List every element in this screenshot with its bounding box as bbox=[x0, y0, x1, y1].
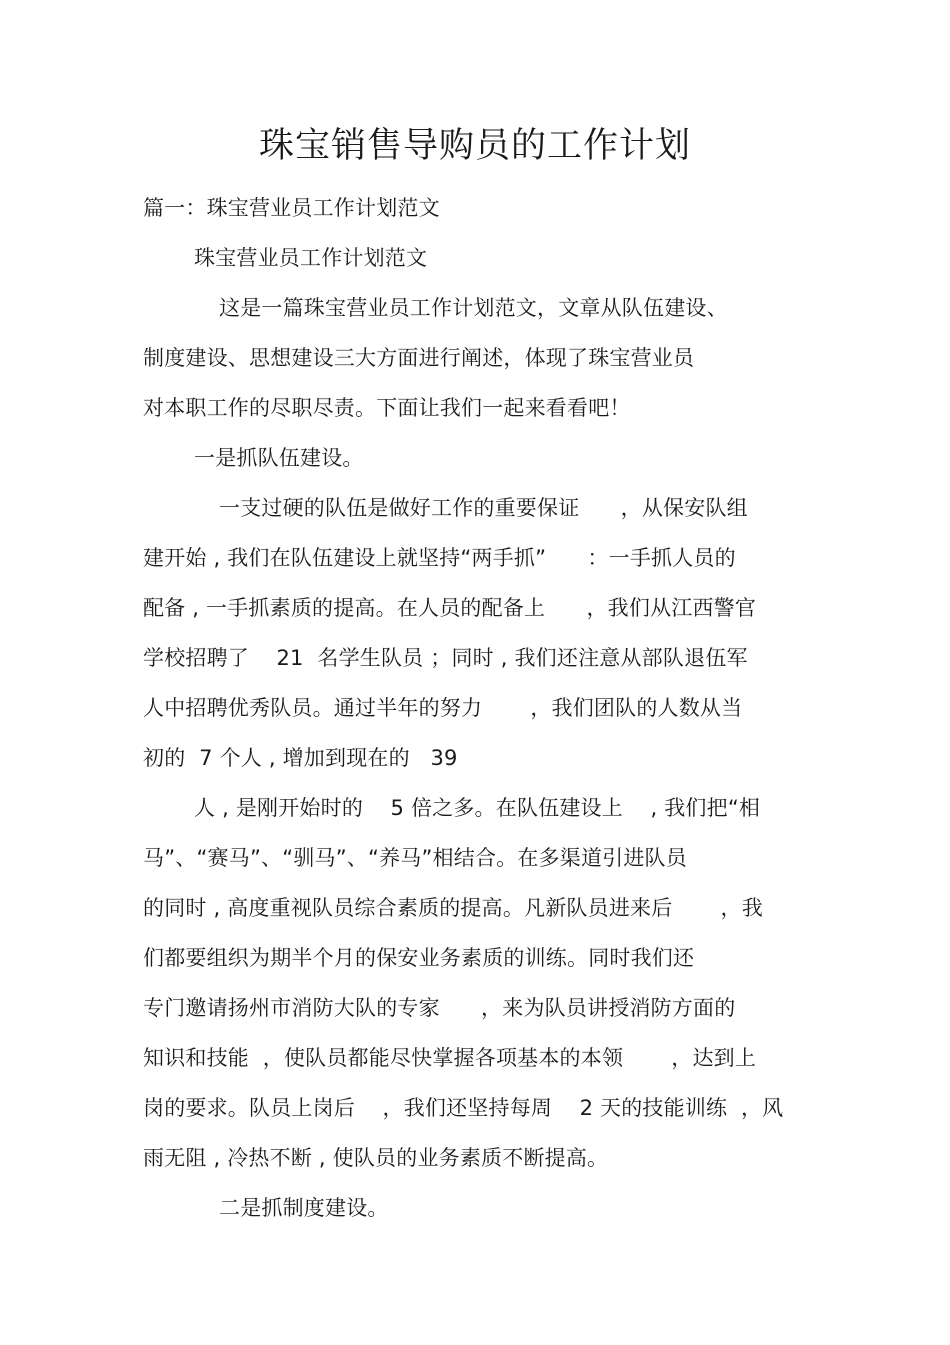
section-heading: 篇一：珠宝营业员工作计划范文 bbox=[143, 196, 440, 220]
paragraph-line: 专门邀请扬州市消防大队的专家 ，来为队员讲授消防方面的 bbox=[143, 996, 736, 1020]
paragraph-line: 的同时 , 高度重视队员综合素质的提高。凡新队员进来后 ，我 bbox=[143, 896, 763, 920]
document-title: 珠宝销售导购员的工作计划 bbox=[258, 126, 691, 166]
paragraph-line: 一是抓队伍建设。 bbox=[194, 446, 364, 470]
paragraph-line: 建开始 , 我们在队伍建设上就坚持“两手抓” ：一手抓人员的 bbox=[143, 546, 736, 570]
paragraph-line: 初的 7 个人 , 增加到现在的 39 bbox=[143, 746, 458, 770]
paragraph-line: 岗的要求。队员上岗后 ，我们还坚持每周 2 天的技能训练 ，风 bbox=[143, 1096, 784, 1120]
paragraph-line: 配备 , 一手抓素质的提高。在人员的配备上 ，我们从江西警官 bbox=[143, 596, 757, 620]
paragraph-line: 对本职工作的尽职尽责。下面让我们一起来看看吧！ bbox=[143, 396, 631, 420]
section-heading-2: 二是抓制度建设。 bbox=[219, 1196, 389, 1220]
paragraph-line: 知识和技能 ，使队员都能尽快掌握各项基本的本领 ，达到上 bbox=[143, 1046, 757, 1070]
paragraph-line: 马”、“赛马”、“驯马”、“养马”相结合。在多渠道引进队员 bbox=[143, 846, 687, 870]
paragraph-line: 这是一篇珠宝营业员工作计划范文，文章从队伍建设、 bbox=[219, 296, 728, 320]
paragraph-line: 们都要组织为期半个月的保安业务素质的训练。同时我们还 bbox=[143, 946, 695, 970]
paragraph-line: 人 , 是刚开始时的 5 倍之多。在队伍建设上 , 我们把“相 bbox=[194, 796, 761, 820]
paragraph-line: 人中招聘优秀队员。通过半年的努力 ，我们团队的人数从当 bbox=[143, 696, 743, 720]
paragraph-line: 雨无阻 , 冷热不断 , 使队员的业务素质不断提高。 bbox=[143, 1146, 609, 1170]
paragraph-line: 一支过硬的队伍是做好工作的重要保证 ，从保安队组 bbox=[219, 496, 748, 520]
paragraph-line: 制度建设、思想建设三大方面进行阐述，体现了珠宝营业员 bbox=[143, 346, 695, 370]
section-subheading: 珠宝营业员工作计划范文 bbox=[194, 246, 428, 270]
paragraph-line: 学校招聘了 21 名学生队员 ；同时 , 我们还注意从部队退伍军 bbox=[143, 646, 748, 670]
